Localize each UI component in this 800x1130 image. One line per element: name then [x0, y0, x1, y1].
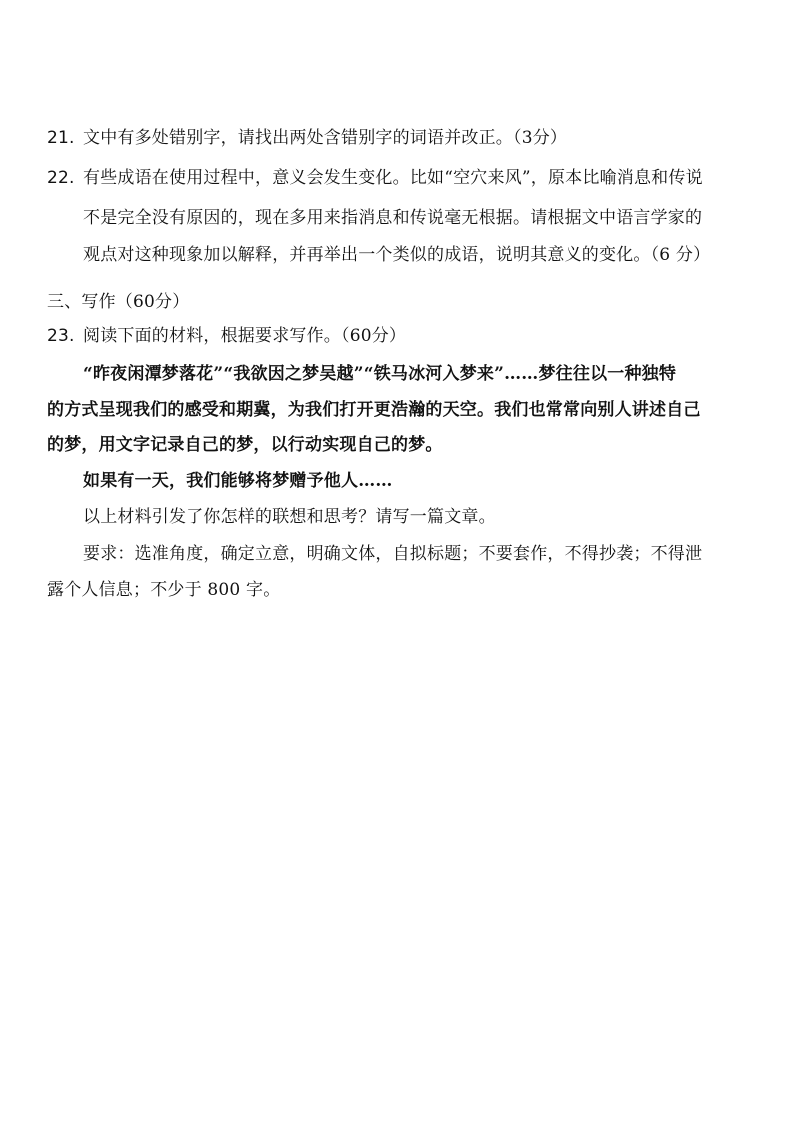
question-23-text: 阅读下面的材料，根据要求写作。（60分） [83, 326, 407, 346]
question-23-number: 23. [47, 326, 75, 346]
question-22-number: 22. [47, 168, 75, 188]
question-22-line-3: 观点对这种现象加以解释，并再举出一个类似的成语，说明其意义的变化。（6 分） [83, 245, 711, 265]
question-21 [47, 127, 567, 149]
question-23 [47, 325, 406, 347]
material-paragraph-1-line-2: 的方式呈现我们的感受和期冀，为我们打开更浩瀚的天空。我们也常常向别人讲述自己 [47, 400, 701, 420]
requirements-line-1: 要求：选准角度，确定立意，明确文体，自拟标题；不要套作，不得抄袭；不得泄 [83, 544, 703, 564]
question-22-line-2: 不是完全没有原因的，现在多用来指消息和传说毫无根据。请根据文中语言学家的 [83, 208, 703, 228]
requirements-line-2: 露个人信息；不少于 800 字。 [47, 580, 281, 600]
material-paragraph-2: 如果有一天，我们能够将梦赠予他人…… [83, 471, 393, 491]
material-paragraph-1-line-3: 的梦，用文字记录自己的梦，以行动实现自己的梦。 [47, 435, 443, 455]
writing-prompt: 以上材料引发了你怎样的联想和思考？请写一篇文章。 [83, 507, 496, 527]
question-22-text-1: 有些成语在使用过程中，意义会发生变化。比如“空穴来风”，原本比喻消息和传说 [83, 168, 703, 188]
material-paragraph-1-line-1: “昨夜闲潭梦落花”“我欲因之梦吴越”“铁马冰河入梦来”……梦往往以一种独特 [83, 364, 677, 384]
question-22-line-1 [47, 167, 703, 189]
question-21-text: 文中有多处错别字，请找出两处含错别字的词语并改正。（3分） [83, 128, 568, 148]
question-21-number: 21. [47, 128, 75, 148]
section-3-heading: 三、写作（60分） [47, 292, 190, 312]
